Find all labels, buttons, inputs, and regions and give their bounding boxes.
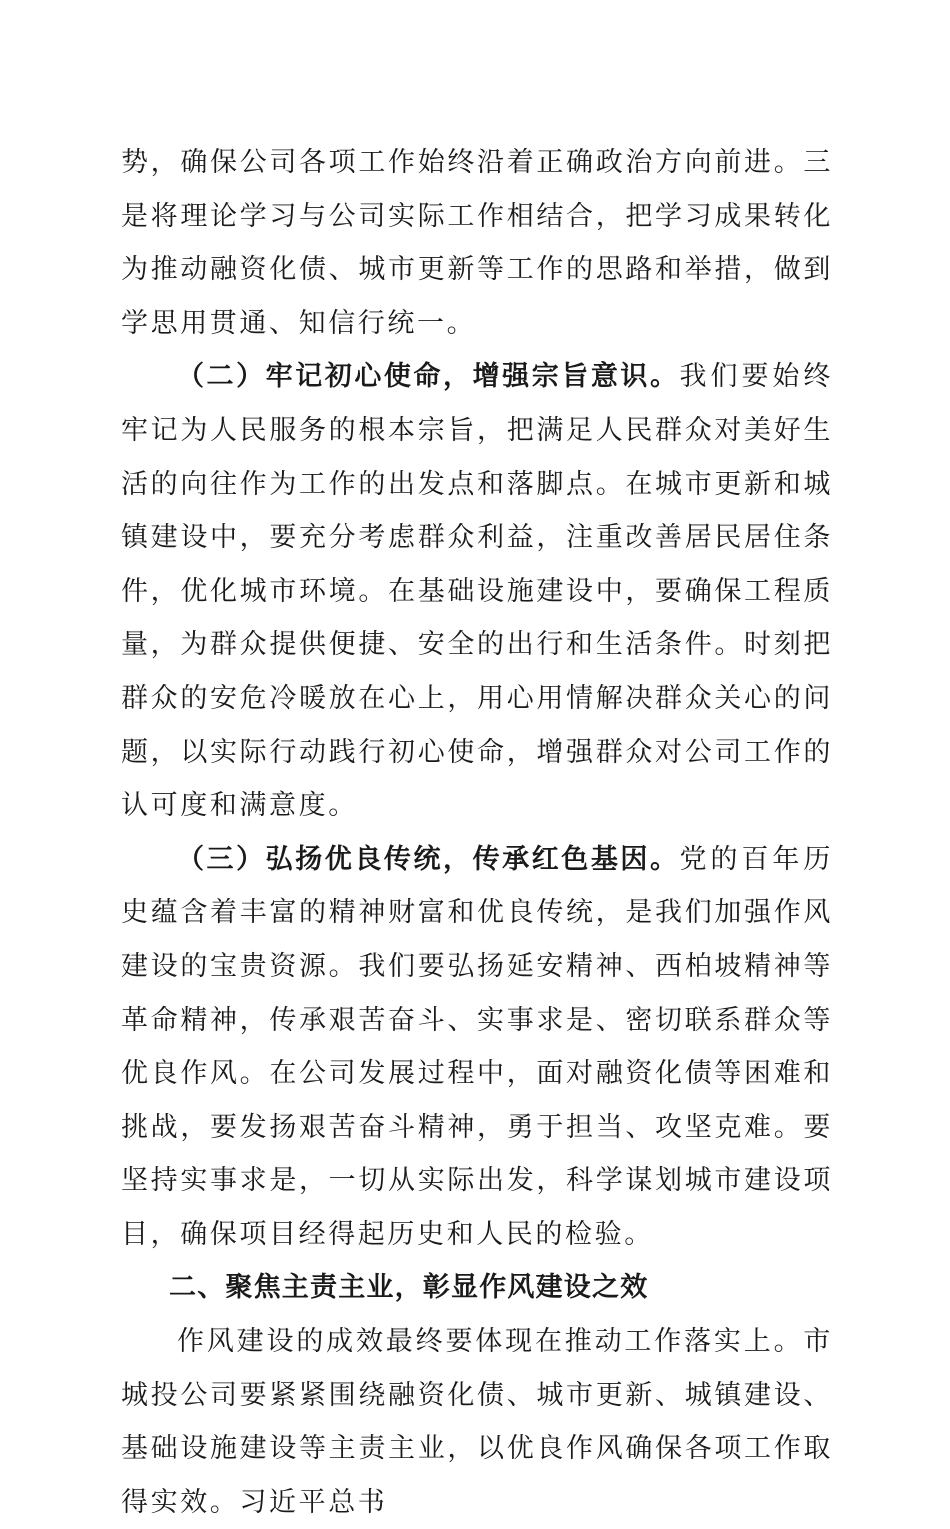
section-2-text: 我们要始终牢记为人民服务的根本宗旨，把满足人民群众对美好生活的向往作为工作的出发点和落脚点。在城市更新和城镇建设中，要充分考虑群众利益，注重改善居民居住条件，优化城市环境。在基础设施建设中，要确保工程质量，为群众提供便捷、安全的出行和生活条件。时刻把群众的安危冷暖放在心上，用心用情解决群众关心的问题，以实际行动践行初心使命，增强群众对公司工作的认可度和满意度。 [121,361,833,822]
document-body [121,136,833,1529]
section-2-lead: （二）牢记初心使命，增强宗旨意识。 [177,361,680,393]
section-heading-2: 二、聚焦主责主业，彰显作风建设之效 [169,1272,649,1304]
section-3-lead: （三）弘扬优良传统，传承红色基因。 [177,843,680,875]
section-3-text: 党的百年历史蕴含着丰富的精神财富和优良传统，是我们加强作风建设的宝贵资源。我们要弘扬延安精神、西柏坡精神等革命精神，传承艰苦奋斗、实事求是、密切联系群众等优良作风。在公司发展过程中，面对融资化债等困难和挑战，要发扬艰苦奋斗精神，勇于担当、攻坚克难。要坚持实事求是，一切从实际出发，科学谋划城市建设项目，确保项目经得起历史和人民的检验。 [121,843,833,1250]
paragraph-section-2 [121,350,833,832]
paragraph-last: 作风建设的成效最终要体现在推动工作落实上。市城投公司要紧紧围绕融资化债、城市更新、城镇建设、基础设施建设等主责主业，以优良作风确保各项工作取得实效。习近平总书 [121,1326,833,1518]
paragraph-continuation: 势，确保公司各项工作始终沿着正确政治方向前进。三是将理论学习与公司实际工作相结合，把学习成果转化为推动融资化债、城市更新等工作的思路和举措，做到学思用贯通、知信行统一。 [121,147,833,339]
paragraph-section-3 [121,833,833,1262]
